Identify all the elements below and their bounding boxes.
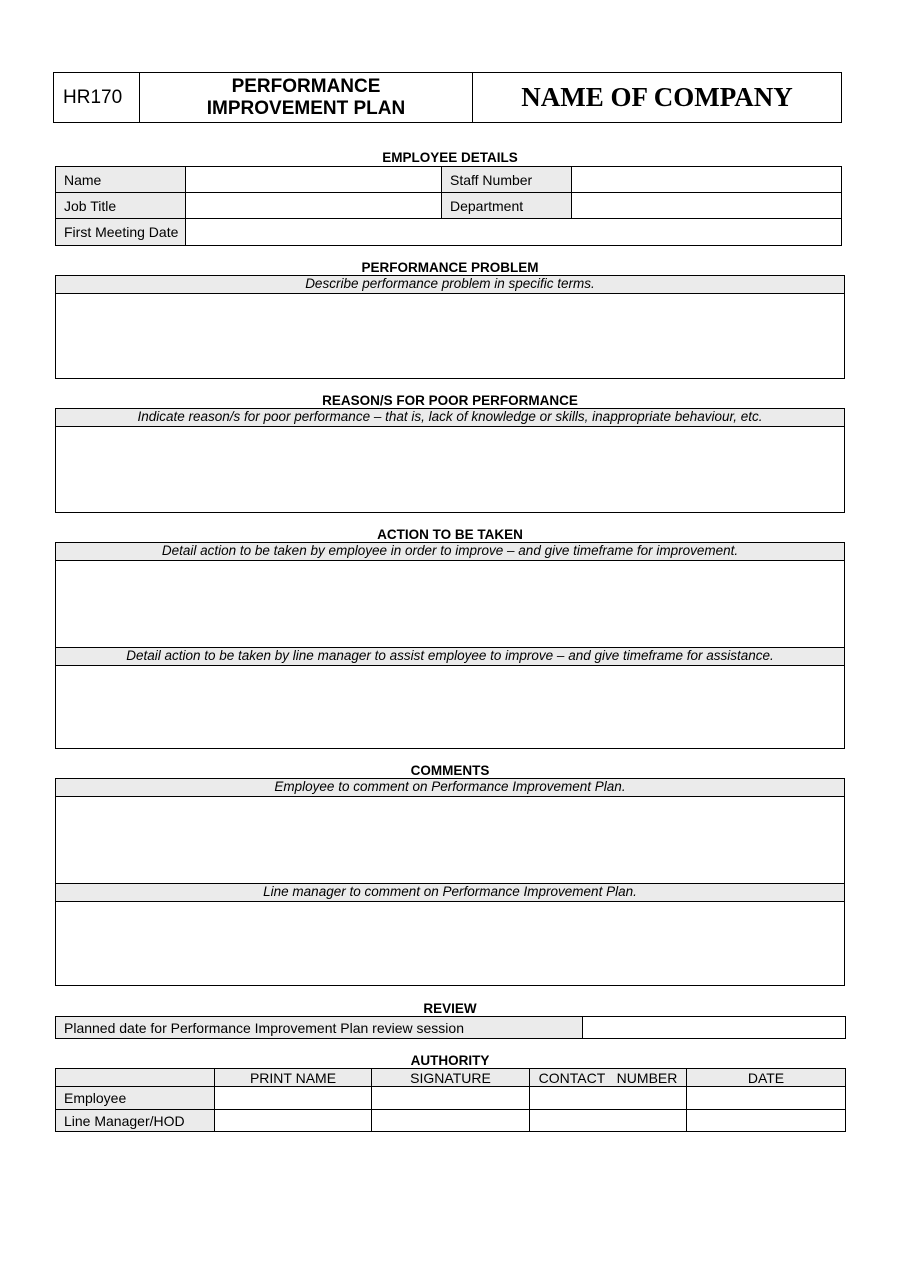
comments-title: COMMENTS [410,763,490,778]
comments-manager-field[interactable] [56,902,844,987]
review-label: Planned date for Performance Improvement Plan review session [56,1017,583,1039]
manager-print-name-field[interactable] [215,1110,372,1132]
employee-signature-field[interactable] [372,1087,530,1110]
form-title-line2: IMPROVEMENT PLAN [206,97,406,119]
performance-problem-instruction: Describe performance problem in specific terms. [56,276,844,294]
job-title-field[interactable] [186,193,442,219]
review-title: REVIEW [423,1001,477,1016]
form-title-line1: PERFORMANCE [231,75,381,97]
header-table [53,72,842,123]
performance-problem-title: PERFORMANCE PROBLEM [361,260,539,275]
form-code: HR170 [54,73,140,123]
authority-title: AUTHORITY [410,1053,490,1068]
col-print-name: PRINT NAME [215,1069,372,1087]
comments-employee-instruction: Employee to comment on Performance Improvement Plan. [56,779,844,797]
col-date: DATE [687,1069,846,1087]
review-table [55,1016,846,1039]
review-date-field[interactable] [583,1017,846,1039]
staff-number-field[interactable] [572,167,842,193]
col-signature: SIGNATURE [372,1069,530,1087]
comments-manager-instruction: Line manager to comment on Performance Improvement Plan. [56,883,844,902]
performance-problem-field[interactable] [56,294,844,379]
row-label-line-manager: Line Manager/HOD [56,1110,215,1132]
authority-header-row [56,1069,846,1087]
authority-corner [56,1069,215,1087]
employee-details-table [55,166,842,246]
action-employee-instruction: Detail action to be taken by employee in order to improve – and give timeframe for improvement. [56,543,844,561]
first-meeting-field[interactable] [186,219,842,246]
manager-contact-field[interactable] [530,1110,687,1132]
first-meeting-label: First Meeting Date [56,219,186,246]
employee-date-field[interactable] [687,1087,846,1110]
reasons-instruction: Indicate reason/s for poor performance – that is, lack of knowledge or skills, inappropriate behaviour, etc. [56,409,844,427]
form-title [140,73,473,123]
reasons-title: REASON/S FOR POOR PERFORMANCE [322,393,578,408]
manager-date-field[interactable] [687,1110,846,1132]
employee-contact-field[interactable] [530,1087,687,1110]
action-title: ACTION TO BE TAKEN [377,527,523,542]
action-manager-field[interactable] [56,666,844,750]
name-field[interactable] [186,167,442,193]
table-row [56,1110,846,1132]
authority-table [55,1068,846,1132]
row-label-employee: Employee [56,1087,215,1110]
employee-details-title: EMPLOYEE DETAILS [382,150,518,165]
col-contact-number: CONTACT NUMBER [530,1069,687,1087]
staff-number-label: Staff Number [442,167,572,193]
reasons-box [55,408,845,513]
performance-problem-box [55,275,845,379]
action-box [55,542,845,749]
action-employee-field[interactable] [56,561,844,647]
name-label: Name [56,167,186,193]
department-label: Department [442,193,572,219]
action-manager-instruction: Detail action to be taken by line manager to assist employee to improve – and give timeframe for assistance. [56,647,844,666]
manager-signature-field[interactable] [372,1110,530,1132]
job-title-label: Job Title [56,193,186,219]
comments-box [55,778,845,986]
employee-print-name-field[interactable] [215,1087,372,1110]
comments-employee-field[interactable] [56,797,844,883]
table-row [56,1087,846,1110]
company-name: NAME OF COMPANY [473,73,842,123]
department-field[interactable] [572,193,842,219]
reasons-field[interactable] [56,427,844,513]
